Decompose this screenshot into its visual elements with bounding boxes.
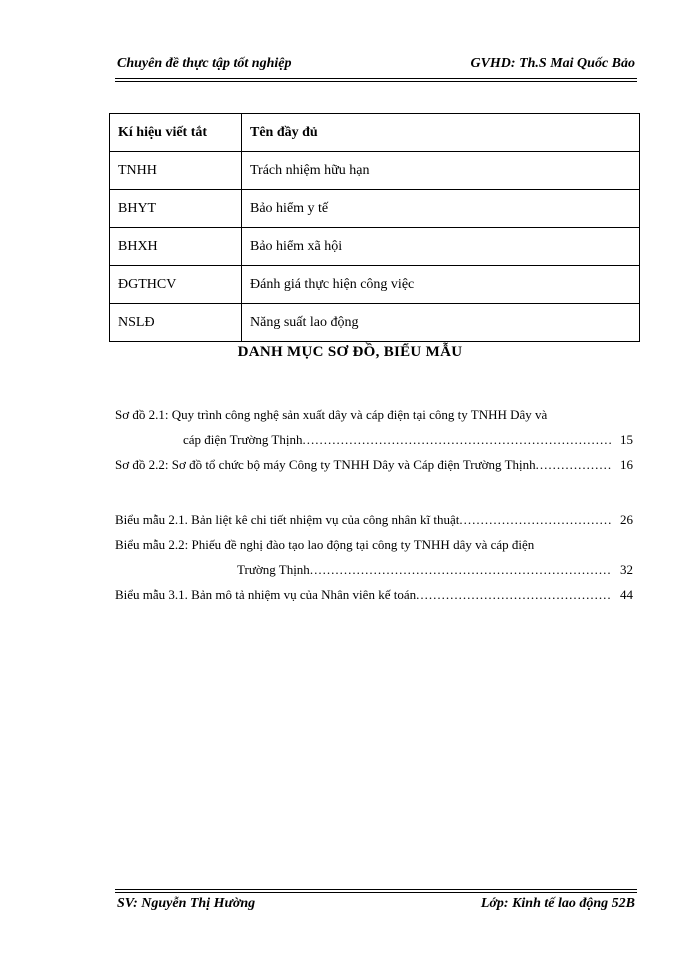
abbr-cell: BHXH bbox=[110, 228, 242, 266]
toc-page-number: 32 bbox=[620, 562, 633, 577]
table-row bbox=[110, 190, 640, 228]
toc-entry-text: cáp điện Trường Thịnh bbox=[183, 432, 303, 447]
full-name-cell: Trách nhiệm hữu hạn bbox=[242, 152, 640, 190]
toc-entry-text: Biểu mẫu 3.1. Bản mô tả nhiệm vụ của Nhân viên kế toán bbox=[115, 587, 417, 602]
abbreviation-table bbox=[109, 113, 640, 342]
full-name-cell: Bảo hiểm xã hội bbox=[242, 228, 640, 266]
header-course-title: Chuyên đề thực tập tốt nghiệp bbox=[117, 56, 292, 71]
toc-entry-text: Sơ đồ 2.1: Quy trình công nghệ sản xuất dây và cáp điện tại công ty TNHH Dây và bbox=[115, 407, 548, 422]
full-name-cell: Năng suất lao động bbox=[242, 304, 640, 342]
toc-leader-dots bbox=[536, 452, 612, 477]
toc-entry[interactable] bbox=[115, 582, 633, 607]
full-name-cell: Bảo hiểm y tế bbox=[242, 190, 640, 228]
footer-student: SV: Nguyễn Thị Hường bbox=[117, 896, 256, 911]
toc-page-number: 26 bbox=[620, 512, 633, 527]
toc-page-number: 16 bbox=[620, 457, 633, 472]
section-title: DANH MỤC SƠ ĐỒ, BIỂU MẪU bbox=[237, 344, 463, 360]
abbr-cell: TNHH bbox=[110, 152, 242, 190]
toc-entry-text: Biểu mẫu 2.1. Bản liệt kê chi tiết nhiệm vụ của công nhân kĩ thuật bbox=[115, 512, 460, 527]
table-row bbox=[110, 152, 640, 190]
toc-entry[interactable] bbox=[115, 402, 633, 452]
toc-entry-text: Trường Thịnh bbox=[237, 562, 310, 577]
toc-entry-text: Biểu mẫu 2.2: Phiếu đề nghị đào tạo lao động tại công ty TNHH dây và cáp điện bbox=[115, 537, 535, 552]
table-row bbox=[110, 228, 640, 266]
toc-entry[interactable] bbox=[115, 532, 633, 582]
toc-leader-dots bbox=[416, 582, 612, 607]
footer-rule bbox=[115, 889, 637, 890]
full-name-cell: Đánh giá thực hiện công việc bbox=[242, 266, 640, 304]
toc-leader-dots bbox=[310, 557, 612, 582]
header-advisor: GVHD: Th.S Mai Quốc Bảo bbox=[470, 56, 635, 71]
diagram-list bbox=[115, 402, 633, 477]
page-footer bbox=[115, 896, 637, 916]
abbr-cell: NSLĐ bbox=[110, 304, 242, 342]
table-header-full: Tên đầy đủ bbox=[242, 114, 640, 152]
form-list bbox=[115, 507, 633, 607]
toc-page-number: 44 bbox=[620, 587, 633, 602]
footer-rule bbox=[115, 892, 637, 893]
table-header-abbr: Kí hiệu viết tắt bbox=[110, 114, 242, 152]
toc-leader-dots bbox=[303, 427, 613, 452]
toc-entry[interactable] bbox=[115, 452, 633, 477]
header-rule bbox=[115, 78, 637, 79]
toc-entry[interactable] bbox=[115, 507, 633, 532]
table-row bbox=[110, 304, 640, 342]
page-header bbox=[115, 56, 637, 76]
table-row bbox=[110, 266, 640, 304]
toc-page-number: 15 bbox=[620, 432, 633, 447]
footer-class: Lớp: Kinh tế lao động 52B bbox=[480, 896, 635, 911]
toc-entry-text: Sơ đồ 2.2: Sơ đồ tổ chức bộ máy Công ty TNHH Dây và Cáp điện Trường Thịnh bbox=[115, 457, 536, 472]
abbr-cell: ĐGTHCV bbox=[110, 266, 242, 304]
table-header-row bbox=[110, 114, 640, 152]
header-rule bbox=[115, 81, 637, 82]
toc-leader-dots bbox=[459, 507, 612, 532]
abbr-cell: BHYT bbox=[110, 190, 242, 228]
